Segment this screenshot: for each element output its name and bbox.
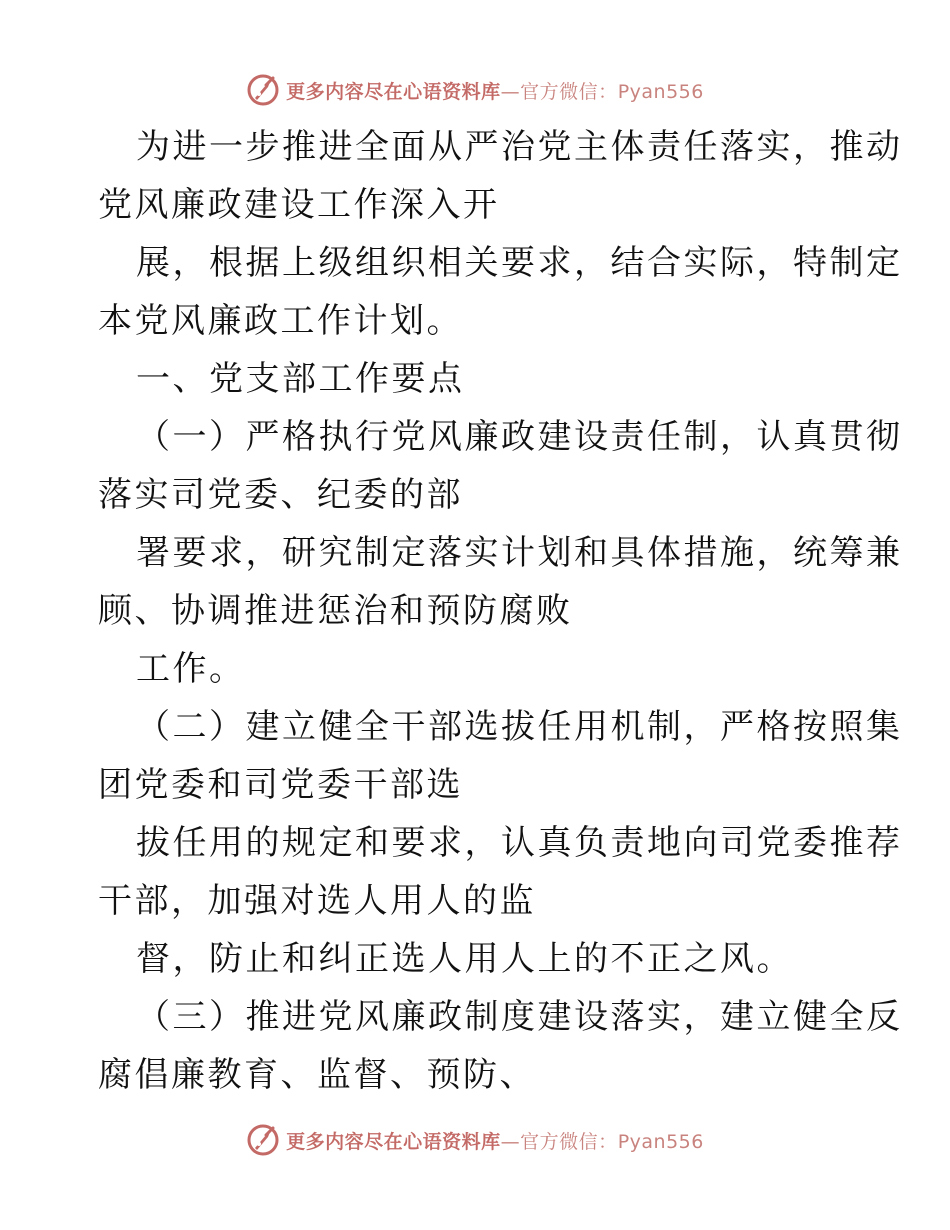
watermark-main: 更多内容尽在心语资料库 xyxy=(286,1130,501,1153)
footer-watermark xyxy=(0,1120,950,1160)
paragraph-line: 团党委和司党委干部选 xyxy=(98,765,463,805)
paragraph-line: 本党风廉政工作计划。 xyxy=(98,301,463,341)
watermark-sub: 官方微信： xyxy=(520,1130,618,1153)
header-watermark xyxy=(0,70,950,110)
watermark-separator: — xyxy=(500,1130,521,1153)
section-heading: 一、党支部工作要点 xyxy=(136,359,465,399)
paragraph-line: （一）严格执行党风廉政建设责任制，认真贯彻 xyxy=(136,417,903,457)
paragraph-line: 党风廉政建设工作深入开 xyxy=(98,185,500,225)
paragraph-line: （二）建立健全干部选拔任用机制，严格按照集 xyxy=(136,707,903,747)
paragraph-line: 干部，加强对选人用人的监 xyxy=(98,881,536,921)
paragraph-line: 为进一步推进全面从严治党主体责任落实，推动 xyxy=(136,127,903,167)
watermark-sub: 官方微信： xyxy=(520,80,618,103)
pen-nib-logo-icon xyxy=(246,73,280,107)
paragraph-line: 督，防止和纠正选人用人上的不正之风。 xyxy=(136,939,793,979)
paragraph-line: 顾、协调推进惩治和预防腐败 xyxy=(98,591,573,631)
watermark-text xyxy=(286,77,704,104)
watermark-id: Pyan556 xyxy=(617,1130,704,1153)
paragraph-line: （三）推进党风廉政制度建设落实，建立健全反 xyxy=(136,997,903,1037)
watermark-id: Pyan556 xyxy=(617,80,704,103)
paragraph-line: 工作。 xyxy=(136,649,246,689)
paragraph-line: 腐倡廉教育、监督、预防、 xyxy=(98,1055,536,1095)
pen-nib-logo-icon xyxy=(246,1123,280,1157)
watermark-separator: — xyxy=(500,80,521,103)
watermark-text xyxy=(286,1127,704,1154)
paragraph-line: 拔任用的规定和要求，认真负责地向司党委推荐 xyxy=(136,823,903,863)
paragraph-line: 署要求，研究制定落实计划和具体措施，统筹兼 xyxy=(136,533,903,573)
paragraph-line: 展，根据上级组织相关要求，结合实际，特制定 xyxy=(136,243,903,283)
document-body xyxy=(98,118,903,1104)
watermark-main: 更多内容尽在心语资料库 xyxy=(286,80,501,103)
paragraph-line: 落实司党委、纪委的部 xyxy=(98,475,463,515)
